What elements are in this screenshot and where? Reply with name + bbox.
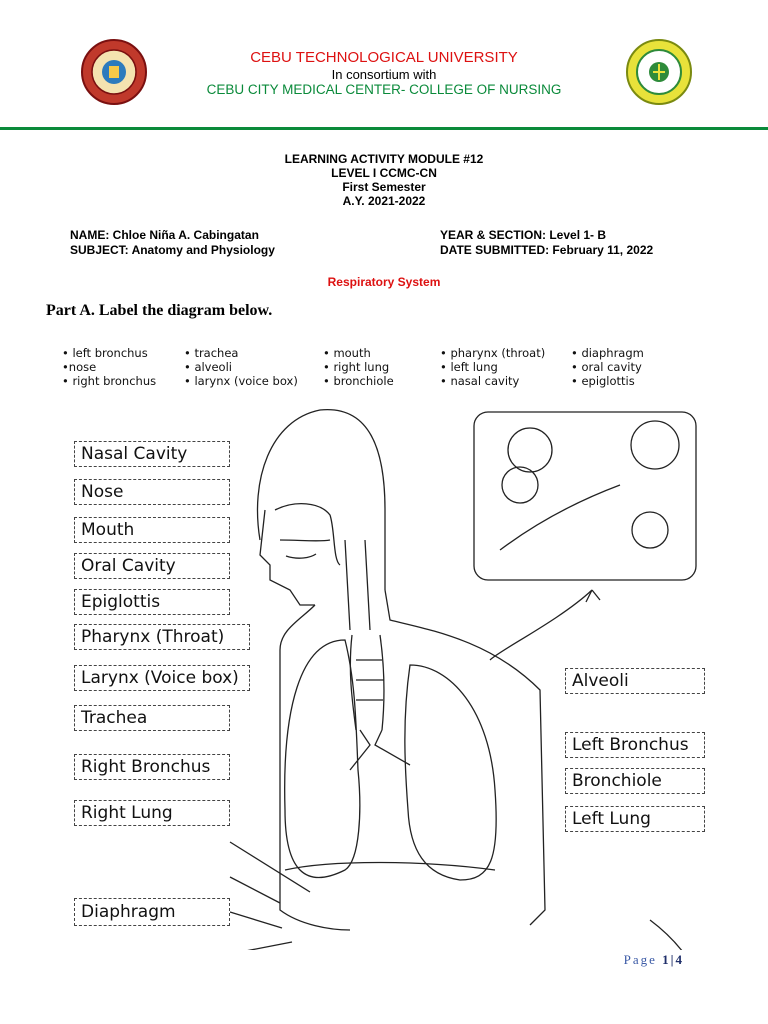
module-year: A.Y. 2021-2022: [342, 194, 426, 208]
page-number: 1: [662, 952, 671, 967]
module-title: LEARNING ACTIVITY MODULE #12: [284, 152, 484, 166]
label-alveoli: Alveoli: [565, 668, 705, 694]
word-bank-item: • trachea: [184, 346, 239, 360]
label-bronchiole: Bronchiole: [565, 768, 705, 794]
word-bank-item: • diaphragm: [571, 346, 644, 360]
label-pharynx: Pharynx (Throat): [74, 624, 250, 650]
word-bank-col-2: [184, 346, 298, 388]
word-bank-item: • oral cavity: [571, 360, 642, 374]
word-bank-item: • nasal cavity: [440, 374, 520, 388]
word-bank-item: • pharynx (throat): [440, 346, 546, 360]
student-name: NAME: Chloe Niña A. Cabingatan: [70, 228, 259, 242]
consortium-line: In consortium with: [331, 67, 437, 82]
module-semester: First Semester: [342, 180, 426, 194]
header-divider: [0, 127, 768, 130]
word-bank-col-4: [440, 346, 545, 388]
word-bank-col-3: [323, 346, 394, 388]
page-word: Page: [623, 952, 657, 967]
word-bank-col-1: [62, 346, 156, 388]
date-submitted: DATE SUBMITTED: February 11, 2022: [440, 243, 654, 257]
year-section: YEAR & SECTION: Level 1- B: [440, 228, 607, 242]
topic-title: Respiratory System: [327, 275, 441, 289]
word-bank-item: • mouth: [323, 346, 371, 360]
page-footer: Page 1|4: [623, 952, 684, 967]
label-nasal-cavity: Nasal Cavity: [74, 441, 230, 467]
label-epiglottis: Epiglottis: [74, 589, 230, 615]
label-oral-cavity: Oral Cavity: [74, 553, 230, 579]
college-name: CEBU CITY MEDICAL CENTER- COLLEGE OF NURSING: [206, 82, 562, 97]
word-bank-item: • larynx (voice box): [184, 374, 298, 388]
label-diaphragm: Diaphragm: [74, 898, 230, 926]
label-trachea: Trachea: [74, 705, 230, 731]
page-total: 4: [675, 952, 684, 967]
label-right-lung: Right Lung: [74, 800, 230, 826]
word-bank-col-5: [571, 346, 644, 388]
word-bank-item: • epiglottis: [571, 374, 635, 388]
label-mouth: Mouth: [74, 517, 230, 543]
word-bank-item: •nose: [62, 360, 97, 374]
student-subject: SUBJECT: Anatomy and Physiology: [70, 243, 275, 257]
label-nose: Nose: [74, 479, 230, 505]
university-name: CEBU TECHNOLOGICAL UNIVERSITY: [250, 49, 518, 66]
word-bank-item: • alveoli: [184, 360, 232, 374]
label-right-bronchus: Right Bronchus: [74, 754, 230, 780]
module-level: LEVEL I CCMC-CN: [331, 166, 437, 180]
word-bank-item: • right lung: [323, 360, 390, 374]
word-bank-item: • right bronchus: [62, 374, 157, 388]
label-larynx: Larynx (Voice box): [74, 665, 250, 691]
word-bank-item: • left lung: [440, 360, 498, 374]
label-left-lung: Left Lung: [565, 806, 705, 832]
part-a-instruction: Part A. Label the diagram below.: [46, 302, 273, 319]
label-left-bronchus: Left Bronchus: [565, 732, 705, 758]
word-bank-item: • left bronchus: [62, 346, 148, 360]
module-block: [0, 152, 768, 208]
word-bank-item: • bronchiole: [323, 374, 394, 388]
